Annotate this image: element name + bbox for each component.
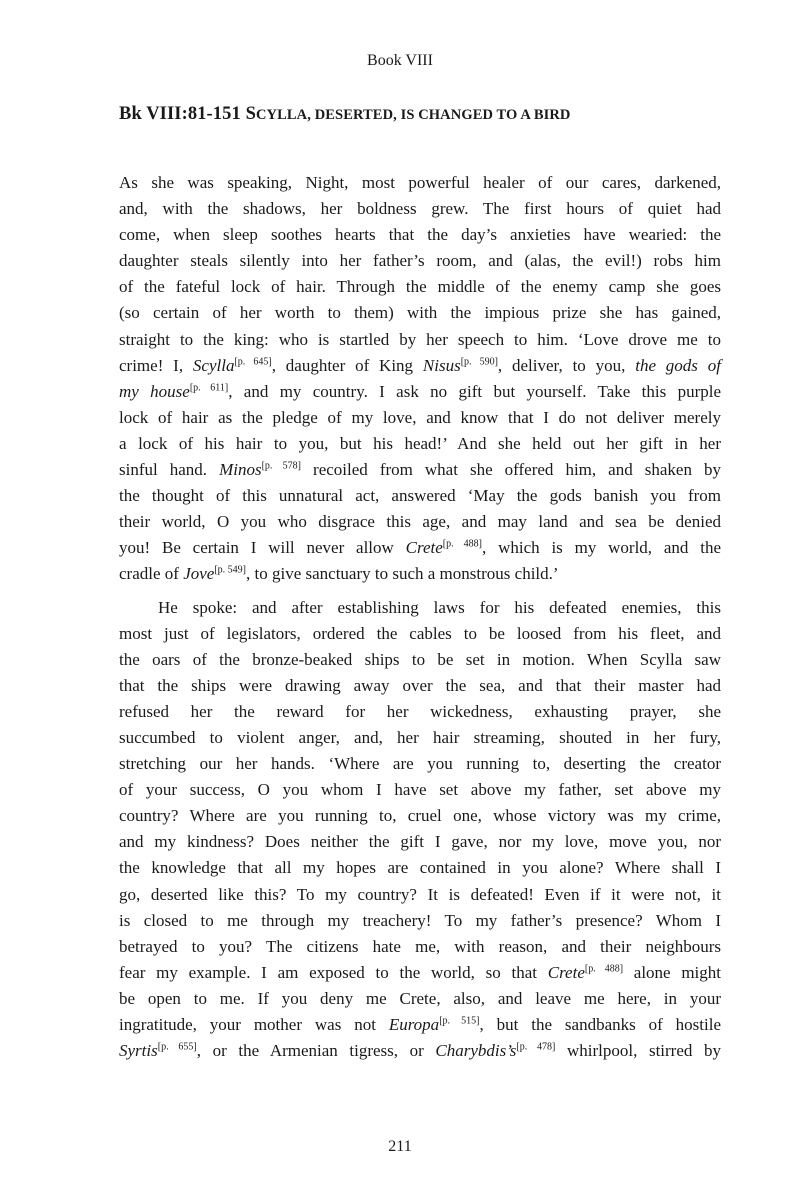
text-line: daughter steals silently into her father’s room, and (alas, the evil!) robs him — [119, 251, 721, 271]
text-line: that the ships were drawing away over the sea, and that their master had — [119, 675, 721, 695]
page-reference[interactable]: [p. 578] — [261, 460, 302, 472]
name-crete: Crete — [405, 538, 443, 558]
text-line: succumbed to violent anger, and, her hair streaming, shouted in her fury, — [119, 727, 721, 747]
name-syrtis: Syrtis — [119, 1041, 158, 1061]
text-line — [119, 353, 721, 379]
page-reference[interactable]: [p. 549] — [214, 564, 246, 576]
text-span: recoiled from what she offered him, and shaken by — [301, 460, 721, 480]
section-heading — [119, 104, 719, 125]
text-span: alone might — [623, 962, 721, 982]
text-span: sinful hand. — [119, 460, 220, 480]
text-line: of the fateful lock of hair. Through the middle of the enemy camp she goes — [119, 277, 721, 297]
running-header: Book VIII — [367, 52, 433, 69]
text-span: , daughter of King — [271, 355, 423, 375]
page-reference[interactable]: [p. 478] — [516, 1041, 556, 1053]
text-line: come, when sleep soothes hearts that the day’s anxieties have wearied: the — [119, 225, 721, 245]
heading-prefix: Bk VIII:81-151 — [119, 104, 241, 124]
page-reference[interactable]: [p. 611] — [189, 382, 229, 394]
text-line: (so certain of her worth to them) with the impious prize she has gained, — [119, 303, 721, 323]
name-europa: Europa — [388, 1015, 440, 1034]
page-reference[interactable]: [p. 590] — [460, 356, 498, 367]
name-crete: Crete — [547, 962, 585, 982]
text-line: and, with the shadows, her boldness grew. The first hours of quiet had — [119, 199, 721, 219]
text-line — [119, 960, 721, 986]
text-line: their world, O you who disgrace this age, and may land and sea be denied — [119, 512, 721, 532]
text-line: of your success, O you whom I have set above my father, set above my — [119, 780, 721, 800]
text-line: As she was speaking, Night, most powerful healer of our cares, darkened, — [119, 173, 721, 192]
name-minos: Minos — [219, 460, 262, 480]
page-reference[interactable]: [p. 515] — [439, 1015, 480, 1027]
name-scylla: Scylla — [192, 355, 235, 375]
text-line: the oars of the bronze-beaked ships to be set in motion. When Scylla saw — [119, 649, 721, 669]
text-span: , or the Armenian tigress, or — [196, 1041, 436, 1061]
text-line: is closed to me through my treachery! To my father’s presence? Whom I — [119, 910, 721, 930]
text-line — [119, 535, 721, 561]
text-span: , deliver, to you, — [497, 355, 636, 375]
text-span: you! Be certain I will never allow — [119, 538, 406, 558]
text-line — [119, 561, 721, 587]
text-span: whirlpool, stirred by — [555, 1041, 721, 1061]
name-gods-of-my-house: the gods of — [635, 355, 721, 375]
name-gods-of-my-house-cont: my house — [119, 381, 190, 401]
name-jove: Jove — [183, 564, 215, 584]
paragraph-1 — [119, 170, 721, 588]
text-span: crime! I, — [119, 355, 193, 375]
page-reference[interactable]: [p. 655] — [157, 1041, 197, 1053]
page-reference[interactable]: [p. 645] — [234, 356, 272, 367]
text-span: fear my example. I am exposed to the world, so that — [119, 962, 548, 982]
name-nisus: Nisus — [422, 355, 461, 375]
text-line: the thought of this unnatural act, answered ‘May the gods banish you from — [119, 486, 721, 506]
text-span: cradle of — [119, 564, 184, 584]
page-reference[interactable]: [p. 488] — [584, 963, 624, 975]
text-line: go, deserted like this? To my country? It is defeated! Even if it were not, it — [119, 884, 721, 904]
text-line: country? Where are you running to, cruel one, whose victory was my crime, — [119, 806, 721, 826]
text-line: be open to me. If you deny me Crete, also, and leave me here, in your — [119, 988, 721, 1008]
text-line — [119, 457, 721, 483]
text-line: He spoke: and after establishing laws for his defeated enemies, this — [158, 597, 721, 617]
text-line — [119, 1038, 721, 1064]
heading-title: SCYLLA, DESERTED, IS CHANGED TO A BIRD — [245, 104, 571, 124]
page-reference[interactable]: [p. 488] — [442, 538, 483, 550]
text-span: , which is my world, and the — [482, 538, 721, 558]
text-line: straight to the king: who is startled by her speech to him. ‘Love drove me to — [119, 329, 721, 349]
text-line: stretching our her hands. ‘Where are you running to, deserting the creator — [119, 754, 721, 774]
text-span: , and my country. I ask no gift but yourself. Take this purple — [228, 381, 721, 401]
text-span: ingratitude, your mother was not — [119, 1015, 389, 1034]
text-span: , but the sandbanks of hostile — [479, 1015, 721, 1034]
text-line: lock of hair as the pledge of my love, and know that I do not deliver merely — [119, 407, 721, 427]
text-line: most just of legislators, ordered the cables to be loosed from his fleet, and — [119, 623, 721, 643]
text-span: , to give sanctuary to such a monstrous child.’ — [246, 564, 559, 584]
text-line — [119, 379, 721, 405]
name-charybdis: Charybdis’s — [435, 1041, 517, 1061]
body-text — [119, 170, 721, 1064]
paragraph-2 — [119, 595, 721, 1065]
text-line: a lock of his hair to you, but his head!’ And she held out her gift in her — [119, 433, 721, 453]
text-line: and my kindness? Does neither the gift I gave, nor my love, move you, nor — [119, 832, 721, 852]
page-number: 211 — [388, 1138, 412, 1155]
text-line: the knowledge that all my hopes are contained in you alone? Where shall I — [119, 858, 721, 878]
text-line: betrayed to you? The citizens hate me, with reason, and their neighbours — [119, 936, 721, 956]
text-line: refused her the reward for her wickedness, exhausting prayer, she — [119, 701, 721, 721]
text-line — [119, 1012, 721, 1038]
